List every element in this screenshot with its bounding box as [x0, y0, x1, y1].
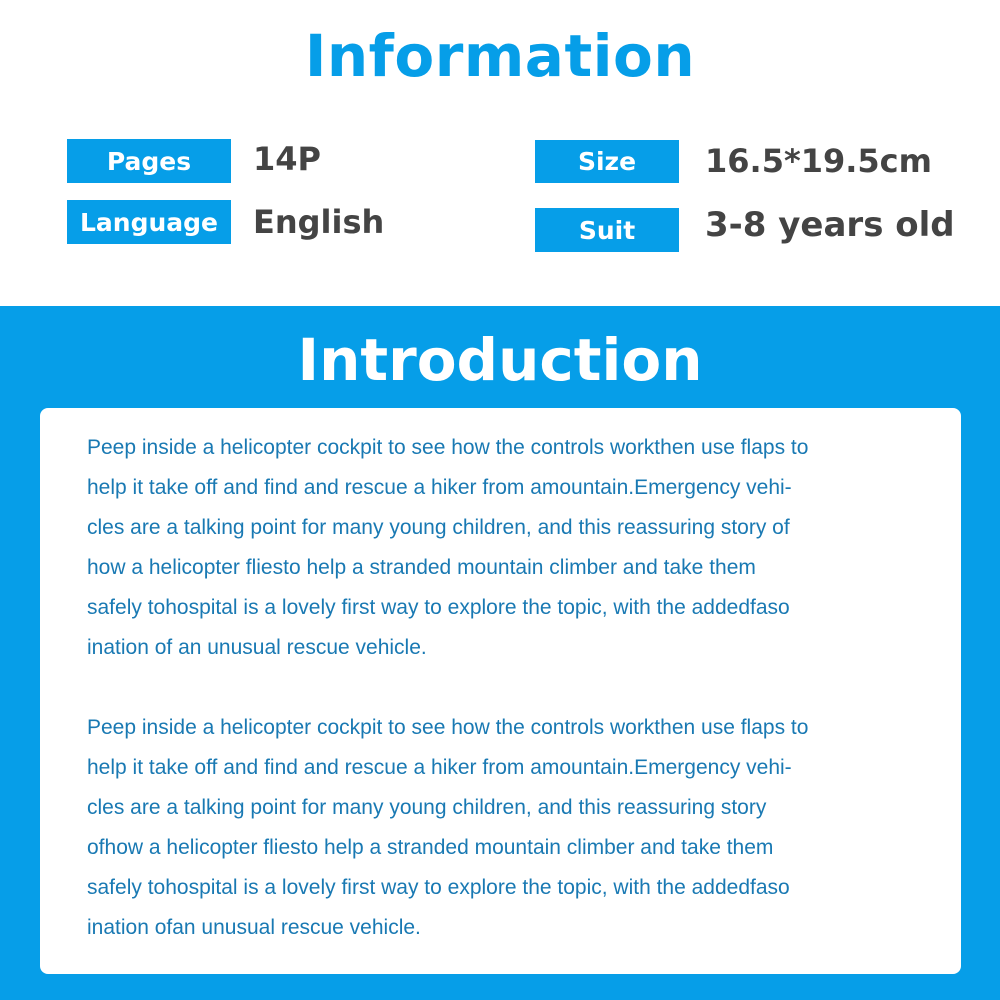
paragraph-line: help it take off and find and rescue a hiker from amountain.Emergency vehi- — [87, 476, 792, 499]
introduction-card — [40, 408, 961, 974]
language-label: Language — [67, 200, 231, 244]
pages-value: 14P — [253, 140, 321, 178]
information-title: Information — [304, 22, 696, 90]
paragraph-line: cles are a talking point for many young children, and this reassuring story — [87, 796, 767, 819]
suit-value: 3-8 years old — [705, 205, 955, 245]
size-value: 16.5*19.5cm — [705, 142, 932, 180]
pages-label: Pages — [67, 139, 231, 183]
introduction-paragraph-2 — [87, 708, 917, 948]
paragraph-line: safely tohospital is a lovely first way to explore the topic, with the addedfaso — [87, 596, 790, 619]
paragraph-line: ination of an unusual rescue vehicle. — [87, 636, 427, 659]
paragraph-line: how a helicopter fliesto help a stranded mountain climber and take them — [87, 556, 756, 579]
paragraph-line: Peep inside a helicopter cockpit to see how the controls workthen use flaps to — [87, 716, 809, 739]
paragraph-line: ination ofan unusual rescue vehicle. — [87, 916, 421, 939]
introduction-paragraph-1 — [87, 428, 917, 668]
information-section — [0, 0, 1000, 306]
paragraph-line: ofhow a helicopter fliesto help a stranded mountain climber and take them — [87, 836, 774, 859]
paragraph-line: cles are a talking point for many young children, and this reassuring story of — [87, 516, 790, 539]
introduction-section — [0, 306, 1000, 1000]
introduction-title: Introduction — [297, 326, 703, 394]
paragraph-line: help it take off and find and rescue a hiker from amountain.Emergency vehi- — [87, 756, 792, 779]
paragraph-line: safely tohospital is a lovely first way to explore the topic, with the addedfaso — [87, 876, 790, 899]
size-label: Size — [535, 140, 679, 183]
language-value: English — [253, 203, 385, 241]
paragraph-line: Peep inside a helicopter cockpit to see how the controls workthen use flaps to — [87, 436, 809, 459]
suit-label: Suit — [535, 208, 679, 252]
